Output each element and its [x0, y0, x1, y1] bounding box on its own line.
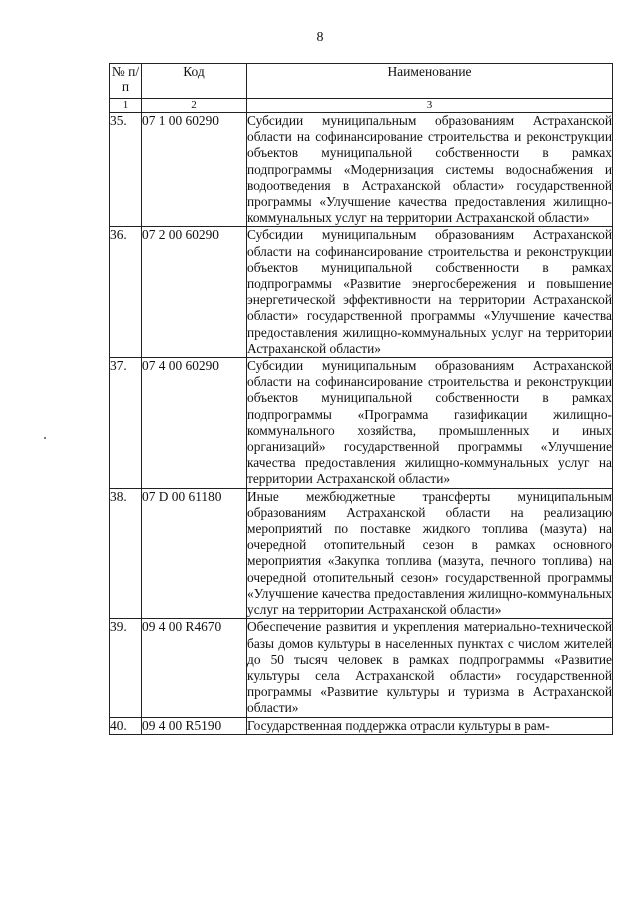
- table-row: [110, 717, 613, 734]
- header-num: № п/п: [110, 64, 142, 99]
- column-number-3: 3: [247, 99, 613, 113]
- row-name: Иные межбюджетные трансферты муниципальным образованиям Астраханской области на реализацию мероприятий по поставке жидкого топлива (мазута) на очередной отопительный сезон в рамках основного мероприятия «Закупка топлива (мазута, печного топлива) на очередной отопительный сезон» государственной программы «Улучшение качества предоставления жилищно-коммунальных услуг на территории Астраханской области»: [247, 488, 612, 618]
- table-row: [110, 358, 613, 489]
- table-row: [110, 619, 613, 717]
- page-number: 8: [316, 30, 324, 45]
- row-number: 35.: [110, 113, 142, 227]
- header-name: Наименование: [247, 64, 613, 99]
- row-number: 36.: [110, 227, 142, 358]
- row-name: Обеспечение развития и укрепления материально-технической базы домов культуры в населенных пунктах с числом жителей до 50 тысяч человек в рамках подпрограммы «Развитие культуры села Астраханской области» государственной программы «Развитие культуры и туризма в Астраханской области»: [247, 619, 612, 716]
- row-number: 37.: [110, 358, 142, 489]
- row-code: 07 2 00 60290: [142, 227, 247, 358]
- table-row: [110, 113, 613, 227]
- row-code: 09 4 00 R4670: [142, 619, 247, 717]
- row-code: 09 4 00 R5190: [142, 717, 247, 734]
- row-number: 39.: [110, 619, 142, 717]
- row-number: 40.: [110, 717, 142, 734]
- row-name: Субсидии муниципальным образованиям Астраханской области на софинансирование строительства и реконструкции объектов муниципальной собственности в рамках подпрограммы «Развитие энергосбережения и повышение энергетической эффективности на территории Астраханской области» государственной программы «Улучшение качества предоставления жилищно-коммунальных услуг на территории Астраханской области»: [247, 227, 612, 356]
- row-code: 07 4 00 60290: [142, 358, 247, 489]
- header-row: [110, 64, 613, 99]
- table-row: [110, 227, 613, 358]
- scan-speck: [44, 437, 46, 439]
- row-name: Субсидии муниципальным образованиям Астраханской области на софинансирование строительства и реконструкции объектов муниципальной собственности в рамках подпрограммы «Модернизация системы водоснабжения и водоотведения в Астраханской области» государственной программы «Улучшение качества предоставления жилищно-коммунальных услуг на территории Астраханской области»: [247, 113, 612, 226]
- column-number-2: 2: [142, 99, 247, 113]
- row-number: 38.: [110, 488, 142, 619]
- column-number-row: [110, 99, 613, 113]
- header-code: Код: [142, 64, 247, 99]
- column-number-1: 1: [110, 99, 142, 113]
- row-name: Субсидии муниципальным образованиям Астраханской области на софинансирование строительства и реконструкции объектов муниципальной собственности в рамках подпрограммы «Программа газификации жилищно-коммунального хозяйства, промышленных и иных организаций» государственной программы «Улучшение качества предоставления жилищно-коммунальных услуг на территории Астраханской области»: [247, 358, 612, 487]
- table-row: [110, 488, 613, 619]
- code-table: [109, 63, 613, 735]
- row-code: 07 1 00 60290: [142, 113, 247, 227]
- row-name: Государственная поддержка отрасли культуры в рам-: [247, 717, 613, 734]
- row-code: 07 D 00 61180: [142, 488, 247, 619]
